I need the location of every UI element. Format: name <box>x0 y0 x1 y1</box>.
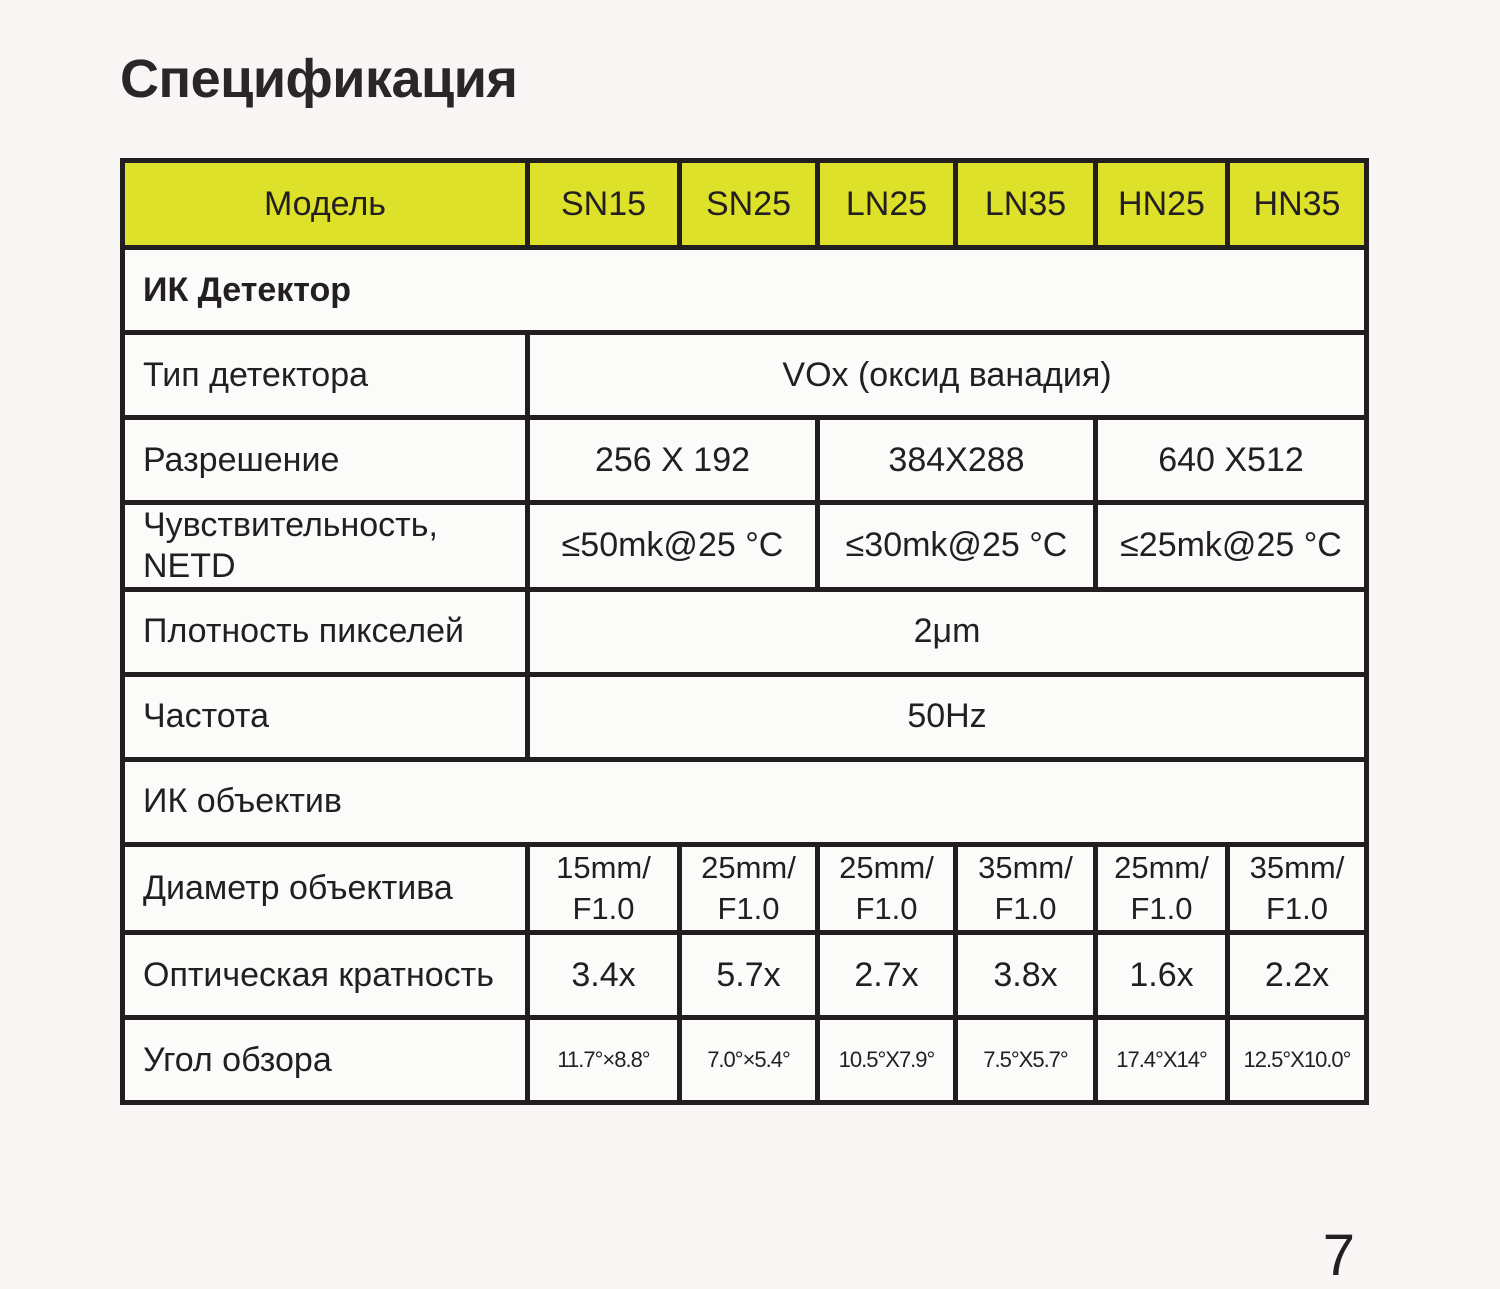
field-of-view-value: 17.4°X14° <box>1096 1018 1228 1103</box>
pixel-pitch-value: 2μm <box>528 589 1367 674</box>
row-label-detector-type: Тип детектора <box>123 333 528 418</box>
row-label-field-of-view: Угол обзора <box>123 1018 528 1103</box>
table-row <box>123 759 1367 844</box>
row-label-frequency: Частота <box>123 674 528 759</box>
resolution-value: 384X288 <box>818 418 1096 503</box>
magnification-value: 2.2x <box>1228 933 1367 1018</box>
sensitivity-value: ≤25mk@25 °C <box>1096 503 1367 590</box>
frequency-value: 50Hz <box>528 674 1367 759</box>
field-of-view-value: 12.5°X10.0° <box>1228 1018 1367 1103</box>
magnification-value: 2.7x <box>818 933 956 1018</box>
field-of-view-value: 7.0°×5.4° <box>680 1018 818 1103</box>
row-label-pixel-pitch: Плотность пикселей <box>123 589 528 674</box>
magnification-value: 5.7x <box>680 933 818 1018</box>
lens-diameter-value: 35mm/ F1.0 <box>956 844 1096 933</box>
table-row <box>123 248 1367 333</box>
table-row <box>123 589 1367 674</box>
detector-type-value: VOx (оксид ванадия) <box>528 333 1367 418</box>
field-of-view-value: 11.7°×8.8° <box>528 1018 680 1103</box>
lens-diameter-value: 15mm/ F1.0 <box>528 844 680 933</box>
page-number: 7 <box>1322 1223 1355 1288</box>
header-model-cell: HN35 <box>1228 161 1367 248</box>
lens-diameter-value: 35mm/ F1.0 <box>1228 844 1367 933</box>
magnification-value: 3.4x <box>528 933 680 1018</box>
header-model-cell: HN25 <box>1096 161 1228 248</box>
section-heading-lens: ИК объектив <box>123 759 1367 844</box>
sensitivity-value: ≤30mk@25 °C <box>818 503 1096 590</box>
row-label-magnification: Оптическая кратность <box>123 933 528 1018</box>
table-row <box>123 844 1367 933</box>
lens-diameter-value: 25mm/ F1.0 <box>818 844 956 933</box>
resolution-value: 640 X512 <box>1096 418 1367 503</box>
sensitivity-value: ≤50mk@25 °C <box>528 503 818 590</box>
section-heading-detector: ИК Детектор <box>123 248 1367 333</box>
lens-diameter-value: 25mm/ F1.0 <box>680 844 818 933</box>
row-label-sensitivity: Чувствительность, NETD <box>123 503 528 590</box>
row-label-resolution: Разрешение <box>123 418 528 503</box>
table-row <box>123 1018 1367 1103</box>
magnification-value: 1.6x <box>1096 933 1228 1018</box>
row-label-lens-diameter: Диаметр объектива <box>123 844 528 933</box>
lens-diameter-value: 25mm/ F1.0 <box>1096 844 1228 933</box>
table-row <box>123 418 1367 503</box>
magnification-value: 3.8x <box>956 933 1096 1018</box>
header-model-cell: LN25 <box>818 161 956 248</box>
header-model-cell: LN35 <box>956 161 1096 248</box>
resolution-value: 256 X 192 <box>528 418 818 503</box>
table-row <box>123 933 1367 1018</box>
field-of-view-value: 10.5°X7.9° <box>818 1018 956 1103</box>
field-of-view-value: 7.5°X5.7° <box>956 1018 1096 1103</box>
table-header-row <box>123 161 1367 248</box>
specification-table <box>120 158 1369 1105</box>
table-row <box>123 503 1367 590</box>
header-model-cell: SN15 <box>528 161 680 248</box>
header-model-cell: SN25 <box>680 161 818 248</box>
table-row <box>123 674 1367 759</box>
header-label-model: Модель <box>123 161 528 248</box>
table-row <box>123 333 1367 418</box>
page-title: Спецификация <box>120 49 518 109</box>
